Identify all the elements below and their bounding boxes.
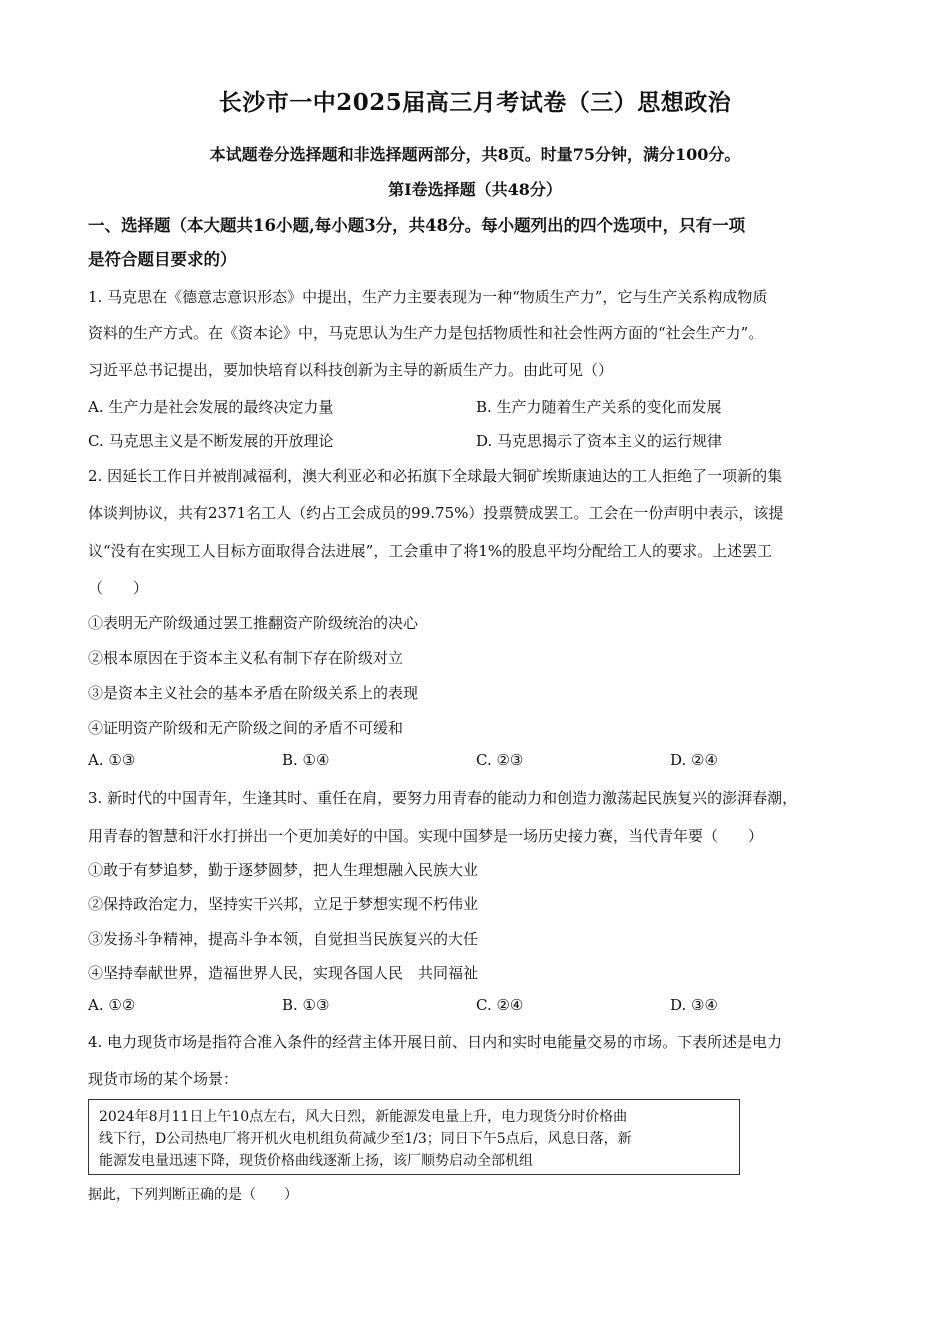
q1-stem-line-2: 资料的生产方式。在《资本论》中，马克思认为生产力是包括物质性和社会性两方面的“社会生产力”。	[88, 324, 764, 342]
q3-stem-line-2: 用青春的智慧和汗水打拼出一个更加美好的中国。实现中国梦是一场历史接力赛，当代青年要（ ）	[88, 827, 764, 845]
q2-stem-line-3: 议“没有在实现工人目标方面取得合法进展”，工会重申了将1%的股息平均分配给工人的要求。上述罢工	[88, 542, 773, 560]
exam-title: 长沙市一中2025届高三月考试卷（三）思想政治	[218, 89, 732, 116]
q2-option-d[interactable]: D. ②④	[670, 751, 718, 769]
section-heading-line-1: 一、选择题（本大题共16小题,每小题3分，共48分。每小题列出的四个选项中，只有一项	[88, 216, 746, 235]
q2-stem-line-1: 2. 因延长工作日并被削减福利，澳大利亚必和必拓旗下全球最大铜矿埃斯康迪达的工人拒绝了一项新的集	[88, 467, 783, 485]
q3-item-1: ①敢于有梦追梦，勤于逐梦圆梦，把人生理想融入民族大业	[88, 861, 479, 879]
q4-table-line-1: 2024年8月11日上午10点左右，风大日烈，新能源发电量上升，电力现货分时价格曲	[99, 1109, 628, 1125]
q2-option-b[interactable]: B. ①④	[282, 751, 330, 769]
q4-table-line-2: 线下行，D公司热电厂将开机火电机组负荷减少至1/3；同日下午5点后，风息日落，新	[99, 1131, 632, 1147]
q2-stem-line-2: 体谈判协议，共有2371名工人（约占工会成员的99.75%）投票赞成罢工。工会在一份声明中表示，该提	[88, 504, 784, 522]
q2-option-c[interactable]: C. ②③	[476, 751, 524, 769]
q4-scenario-table	[88, 1099, 740, 1175]
q2-item-2: ②根本原因在于资本主义私有制下存在阶级对立	[88, 649, 404, 667]
q1-stem-line-3: 习近平总书记提出，要加快培育以科技创新为主导的新质生产力。由此可见（）	[88, 361, 614, 379]
q2-option-a[interactable]: A. ①③	[88, 751, 136, 769]
q2-item-1: ①表明无产阶级通过罢工推翻资产阶级统治的决心	[88, 614, 419, 632]
q1-option-b[interactable]: B. 生产力随着生产关系的变化而发展	[476, 398, 722, 416]
q1-option-d[interactable]: D. 马克思揭示了资本主义的运行规律	[476, 432, 723, 450]
q4-after-text: 据此，下列判断正确的是（ ）	[88, 1187, 298, 1203]
q3-item-4: ④坚持奉献世界，造福世界人民，实现各国人民 共同福祉	[88, 964, 479, 982]
q4-stem-line-1: 4. 电力现货市场是指符合准入条件的经营主体开展日前、日内和实时电能量交易的市场。下表所述是电力	[88, 1033, 783, 1051]
q3-item-2: ②保持政治定力，坚持实干兴邦，立足于梦想实现不朽伟业	[88, 895, 479, 913]
q1-option-a[interactable]: A. 生产力是社会发展的最终决定力量	[88, 398, 334, 416]
q3-option-d[interactable]: D. ③④	[670, 996, 718, 1014]
q3-option-c[interactable]: C. ②④	[476, 996, 524, 1014]
q4-stem-line-2: 现货市场的某个场景：	[88, 1070, 239, 1088]
section-heading-line-2: 是符合题目要求的）	[88, 250, 237, 269]
part-title: 第Ⅰ卷选择题（共48分）	[388, 180, 562, 199]
q2-item-3: ③是资本主义社会的基本矛盾在阶级关系上的表现	[88, 684, 419, 702]
q2-stem-line-4: （ ）	[88, 579, 149, 597]
q3-option-a[interactable]: A. ①②	[88, 996, 136, 1014]
q3-item-3: ③发扬斗争精神，提高斗争本领，自觉担当民族复兴的大任	[88, 930, 479, 948]
q2-item-4: ④证明资产阶级和无产阶级之间的矛盾不可缓和	[88, 719, 404, 737]
q4-table-line-3: 能源发电量迅速下降，现货价格曲线逐渐上扬，该厂顺势启动全部机组	[99, 1153, 533, 1169]
q3-option-b[interactable]: B. ①③	[282, 996, 330, 1014]
q1-option-c[interactable]: C. 马克思主义是不断发展的开放理论	[88, 432, 334, 450]
q3-stem-line-1: 3. 新时代的中国青年，生逢其时、重任在肩，要努力用青春的能动力和创造力激荡起民族复兴的澎湃春潮，	[88, 789, 798, 807]
q1-stem-line-1: 1. 马克思在《德意志意识形态》中提出，生产力主要表现为一种“物质生产力”，它与生产关系构成物质	[88, 288, 768, 306]
exam-instructions: 本试题卷分选择题和非选择题两部分，共8页。时量75分钟，满分100分。	[209, 145, 741, 164]
